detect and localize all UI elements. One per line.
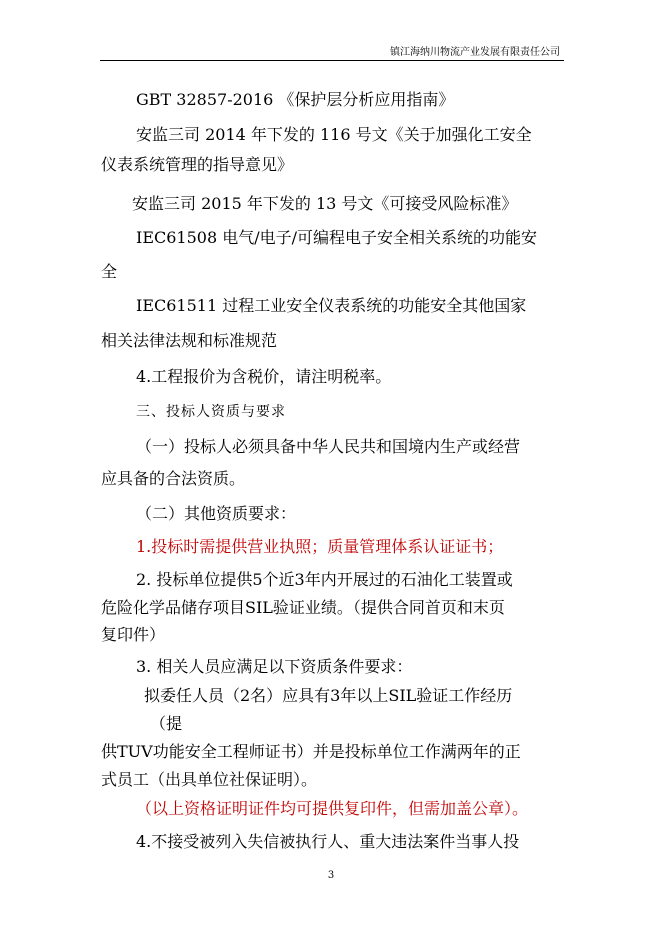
requirement-1: 1.投标时需提供营业执照；质量管理体系认证证书； (136, 537, 504, 556)
header-company-name: 镇江海纳川物流产业发展有限责任公司 (390, 47, 560, 58)
copy-note: （以上资格证明证件均可提供复印件，但需加盖公章）。 (136, 799, 529, 818)
standard-iec61508-line1: IEC61508 电气/电子/可编程电子安全相关系统的功能安 (136, 228, 538, 247)
standard-iec61511-line2: 相关法律法规和标准规范 (101, 331, 278, 350)
requirement-3-heading: 3. 相关人员应满足以下资质条件要求： (136, 657, 413, 676)
requirement-4-line1: 4.不接受被列入失信被执行人、重大违法案件当事人投 (136, 832, 520, 851)
requirement-3-line1: 拟委任人员（2名）应具有3年以上SIL验证工作经历 (144, 686, 513, 705)
requirement-2-line2: 危险化学品储存项目SIL验证业绩。（提供合同首页和末页 (101, 598, 505, 617)
qualification-1-line2: 应具备的合法资质。 (101, 469, 246, 488)
requirement-2-line3: 复印件） (101, 625, 166, 644)
requirement-3-line4: 式员工（出具单位社保证明）。 (101, 770, 318, 789)
standard-ajsans-116-line1: 安监三司 2014 年下发的 116 号文《关于加强化工安全 (136, 125, 532, 144)
requirement-2-line1: 2. 投标单位提供5个近3年内开展过的石油化工装置或 (136, 570, 513, 589)
requirement-3-line3: 供TUV功能安全工程师证书）并是投标单位工作满两年的正 (101, 742, 521, 761)
standard-ajsans-13: 安监三司 2015 年下发的 13 号文《可接受风险标准》 (132, 194, 518, 213)
pricing-note: 4.工程报价为含税价，请注明税率。 (136, 367, 392, 386)
page-number: 3 (327, 870, 335, 881)
header-divider (100, 60, 564, 61)
qualification-1-line1: （一）投标人必须具备中华人民共和国境内生产或经营 (136, 437, 521, 456)
section-heading-qualifications: 三、投标人资质与要求 (136, 404, 286, 420)
standard-ajsans-116-line2: 仪表系统管理的指导意见》 (101, 155, 294, 174)
requirement-3-line2: （提 (150, 714, 183, 733)
standard-iec61508-line2: 全 (101, 262, 118, 281)
standard-gbt-32857: GBT 32857-2016 《保护层分析应用指南》 (136, 90, 455, 109)
qualification-2-heading: （二）其他资质要求： (136, 504, 297, 523)
standard-iec61511-line1: IEC61511 过程工业安全仪表系统的功能安全其他国家 (136, 296, 527, 315)
